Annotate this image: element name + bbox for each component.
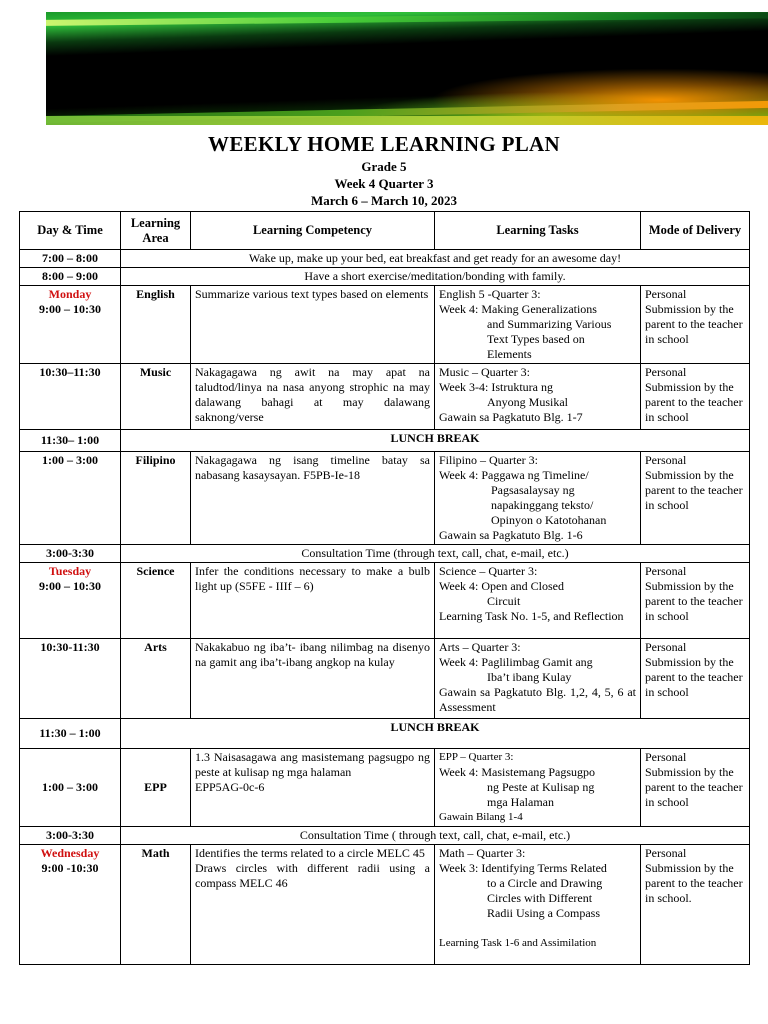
learning-area-cell: Math [121, 845, 191, 965]
learning-area-cell: EPP [121, 749, 191, 827]
table-row [20, 268, 750, 286]
task-line: Radii Using a Compass [487, 906, 600, 920]
task-line: Iba’t ibang Kulay [487, 670, 572, 684]
time-cell: 11:30– 1:00 [20, 430, 121, 452]
task-line: ng Peste at Kulisap ng [487, 780, 595, 794]
tasks-cell [435, 452, 641, 545]
competency-cell: Nakagagawa ng isang timeline batay sa nabasang kasaysayan. F5PB-Ie-18 [191, 452, 435, 545]
table-row [20, 364, 750, 430]
time-cell: 1:00 – 3:00 [20, 452, 121, 545]
competency-code: EPP5AG-0c-6 [195, 780, 265, 794]
column-header: Learning Tasks [435, 212, 641, 250]
task-line: mga Halaman [487, 795, 554, 809]
task-line: and Summarizing Various [487, 317, 612, 331]
mode-of-delivery-cell: Personal Submission by the parent to the teacher in school. [641, 845, 750, 965]
task-line: Anyong Musikal [487, 395, 568, 409]
time-cell: 1:00 – 3:00 [20, 749, 121, 827]
time-cell: 10:30–11:30 [20, 364, 121, 430]
table-row [20, 827, 750, 845]
table-row [20, 250, 750, 268]
lunch-break-cell: LUNCH BREAK [121, 719, 750, 749]
task-line: Gawain sa Pagkatuto Blg. 1,2, 4, 5, 6 at Assessment [439, 685, 636, 714]
date-range-label: March 6 – March 10, 2023 [310, 193, 458, 208]
grade-label: Grade 5 [361, 159, 407, 174]
time-label: 9:00 -10:30 [41, 861, 99, 875]
mode-of-delivery-cell: Personal Submission by the parent to the teacher in school [641, 563, 750, 639]
task-line: Circles with Different [487, 891, 593, 905]
learning-area-cell: Filipino [121, 452, 191, 545]
table-row [20, 286, 750, 364]
mode-of-delivery-cell: Personal Submission by the parent to the teacher in school [641, 452, 750, 545]
tasks-cell [435, 749, 641, 827]
task-line: Week 4: Paggawa ng Timeline/ [439, 468, 589, 482]
column-header: Day & Time [20, 212, 121, 250]
learning-area-cell: English [121, 286, 191, 364]
consultation-cell: Consultation Time ( through text, call, chat, e-mail, etc.) [121, 827, 750, 845]
competency-text: Draws circles with different radii using a compass MELC 46 [195, 861, 430, 890]
table-row [20, 749, 750, 827]
task-line: Science – Quarter 3: [439, 564, 538, 578]
time-label: 9:00 – 10:30 [39, 579, 101, 593]
task-line: Math – Quarter 3: [439, 846, 526, 860]
task-line: Filipino – Quarter 3: [439, 453, 538, 467]
mode-of-delivery-cell: Personal Submission by the parent to the teacher in school [641, 286, 750, 364]
consultation-cell: Consultation Time (through text, call, chat, e-mail, etc.) [121, 545, 750, 563]
table-row [20, 845, 750, 965]
task-line: Gawain Bilang 1-4 [439, 811, 523, 823]
learning-plan-table [19, 211, 750, 965]
task-line: Circuit [487, 594, 521, 608]
task-line: Week 4: Making Generalizations [439, 302, 597, 316]
day-label: Tuesday [48, 564, 92, 578]
table-header-row [20, 212, 750, 250]
competency-cell [191, 845, 435, 965]
mode-of-delivery-cell: Personal Submission by the parent to the teacher in school [641, 639, 750, 719]
task-line: Learning Task 1-6 and Assimilation [439, 937, 597, 949]
learning-area-cell: Arts [121, 639, 191, 719]
task-line: Opinyon o Katotohanan [491, 513, 607, 527]
time-cell: 8:00 – 9:00 [20, 268, 121, 286]
table-row [20, 545, 750, 563]
task-line: napakinggang teksto/ [491, 498, 594, 512]
day-time-cell [20, 845, 121, 965]
column-header: Mode of Delivery [641, 212, 750, 250]
document-title: WEEKLY HOME LEARNING PLAN [208, 132, 560, 156]
activity-cell: Wake up, make up your bed, eat breakfast and get ready for an awesome day! [121, 250, 750, 268]
learning-area-cell: Music [121, 364, 191, 430]
day-time-cell [20, 286, 121, 364]
lunch-break-cell: LUNCH BREAK [121, 430, 750, 452]
task-line: Week 4: Open and Closed [439, 579, 565, 593]
task-line: Gawain sa Pagkatuto Blg. 1-6 [439, 528, 583, 542]
task-line: Gawain sa Pagkatuto Blg. 1-7 [439, 410, 583, 424]
time-cell: 3:00-3:30 [20, 827, 121, 845]
competency-cell: Nakakabuo ng iba’t- ibang nilimbag na disenyo na gamit ang iba’t-ibang angkop na kulay [191, 639, 435, 719]
task-line: Week 4: Paglilimbag Gamit ang [439, 655, 593, 669]
task-line: Week 3-4: Istruktura ng [439, 380, 553, 394]
learning-area-cell: Science [121, 563, 191, 639]
mode-of-delivery-cell: Personal Submission by the parent to the teacher in school [641, 749, 750, 827]
time-cell: 3:00-3:30 [20, 545, 121, 563]
competency-text: 1.3 Naisasagawa ang masistemang pagsugpo ng peste at kulisap ng mga halaman [195, 750, 430, 779]
task-line: English 5 -Quarter 3: [439, 287, 541, 301]
time-label: 9:00 – 10:30 [39, 302, 101, 316]
task-line: Music – Quarter 3: [439, 365, 530, 379]
task-line: Week 4: Masistemang Pagsugpo [439, 765, 596, 779]
task-line: to a Circle and Drawing [487, 876, 603, 890]
tasks-cell [435, 286, 641, 364]
table-row [20, 430, 750, 452]
task-line: Learning Task No. 1-5, and Reflection [439, 609, 624, 623]
task-line: Elements [487, 347, 532, 361]
task-line: Week 3: Identifying Terms Related [439, 861, 607, 875]
table-row [20, 719, 750, 749]
task-line: Arts – Quarter 3: [439, 640, 521, 654]
task-line: Text Types based on [487, 332, 585, 346]
column-header: Learning Area [121, 212, 191, 250]
time-cell: 11:30 – 1:00 [20, 719, 121, 749]
table-row [20, 452, 750, 545]
tasks-cell [435, 639, 641, 719]
activity-cell: Have a short exercise/meditation/bonding with family. [121, 268, 750, 286]
time-cell: 10:30-11:30 [20, 639, 121, 719]
day-label: Wednesday [40, 846, 100, 860]
task-line: Pagsasalaysay ng [491, 483, 575, 497]
competency-text: Identifies the terms related to a circle MELC 45 [195, 846, 425, 860]
table-row [20, 563, 750, 639]
tasks-cell [435, 845, 641, 965]
table-row [20, 639, 750, 719]
competency-cell: Infer the conditions necessary to make a bulb light up (S5FE - IIIf – 6) [191, 563, 435, 639]
competency-cell: Summarize various text types based on elements [191, 286, 435, 364]
time-cell: 7:00 – 8:00 [20, 250, 121, 268]
day-label: Monday [48, 287, 92, 301]
competency-cell: Nakagagawa ng awit na may apat na taludtod/linya na nasa anyong strophic na may dalawang bahagi at may dalawang saknong/verse [191, 364, 435, 430]
competency-cell [191, 749, 435, 827]
task-line: EPP – Quarter 3: [439, 751, 514, 763]
day-time-cell [20, 563, 121, 639]
week-quarter-label: Week 4 Quarter 3 [334, 176, 434, 191]
tasks-cell [435, 563, 641, 639]
mode-of-delivery-cell: Personal Submission by the parent to the teacher in school [641, 364, 750, 430]
tasks-cell [435, 364, 641, 430]
column-header: Learning Competency [191, 212, 435, 250]
header-banner-image [46, 12, 768, 125]
